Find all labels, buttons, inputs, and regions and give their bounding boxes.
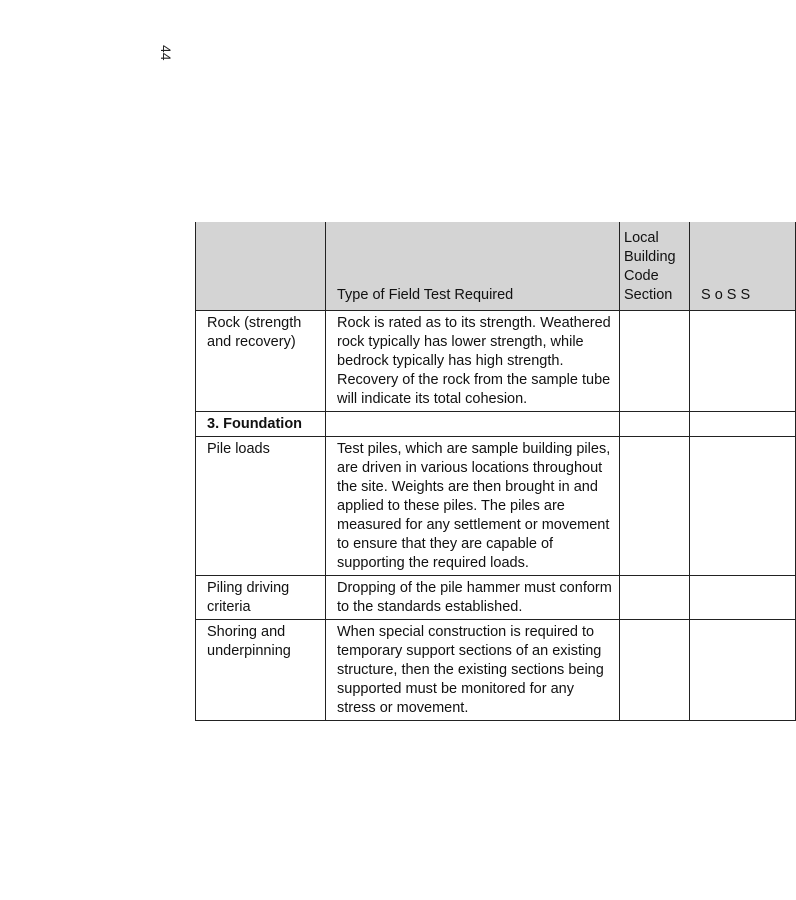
table-row (196, 437, 796, 576)
header-building-code: Local Building Code Section (620, 222, 690, 311)
section-empty-cell (326, 412, 620, 437)
row-test: Rock is rated as to its strength. Weathered rock typically has lower strength, while bedrock typically has high strength. Recovery of the rock from the sample tube will indicate its total cohesion. (326, 311, 620, 412)
header-test-type: Type of Field Test Required (326, 222, 620, 311)
table-row (196, 311, 796, 412)
row-extra (690, 620, 796, 721)
row-building-code (620, 576, 690, 620)
table-header-row (196, 222, 796, 311)
section-title: 3. Foundation (196, 412, 326, 437)
row-building-code (620, 620, 690, 721)
table-container (195, 222, 751, 762)
section-empty-cell (620, 412, 690, 437)
row-test: Test piles, which are sample building piles, are driven in various locations throughout the site. Weights are then brought in and applied to these piles. The piles are measured for any settlement or movement to ensure that they are capable of supporting the required loads. (326, 437, 620, 576)
row-building-code (620, 311, 690, 412)
row-test: When special construction is required to temporary support sections of an existing structure, then the existing sections being supported must be monitored for any stress or movement. (326, 620, 620, 721)
page-number: 44 (158, 45, 174, 61)
section-empty-cell (690, 412, 796, 437)
row-test: Dropping of the pile hammer must conform to the standards established. (326, 576, 620, 620)
table-row (196, 576, 796, 620)
section-row-foundation (196, 412, 796, 437)
row-item: Shoring and underpinning (196, 620, 326, 721)
field-test-table (195, 222, 796, 721)
row-extra (690, 437, 796, 576)
table-row (196, 620, 796, 721)
row-extra (690, 576, 796, 620)
header-extra: S o S S (690, 222, 796, 311)
row-item: Pile loads (196, 437, 326, 576)
row-building-code (620, 437, 690, 576)
header-item (196, 222, 326, 311)
row-item: Piling driving criteria (196, 576, 326, 620)
row-item: Rock (strength and recovery) (196, 311, 326, 412)
row-extra (690, 311, 796, 412)
